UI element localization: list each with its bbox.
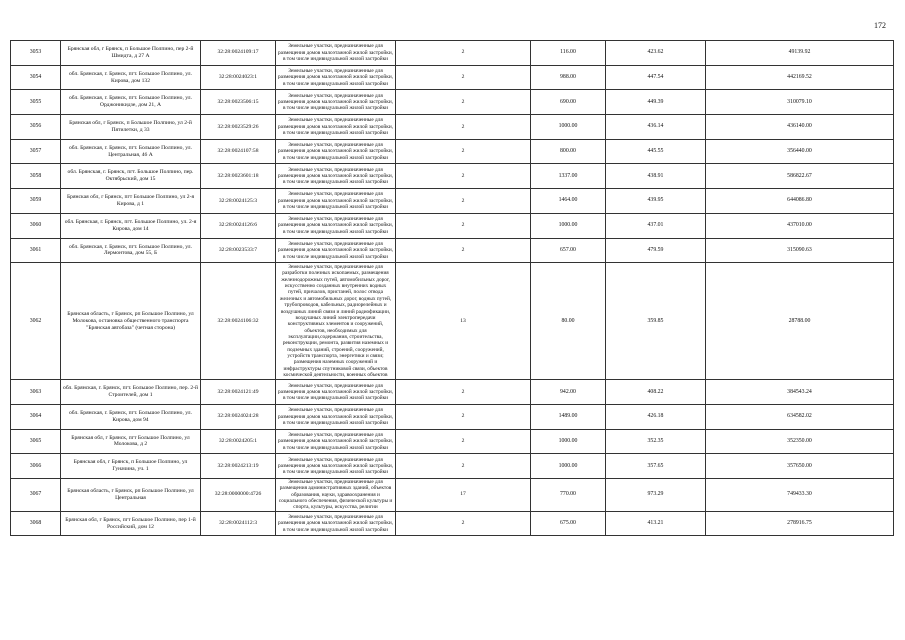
- cadastral-value-cell: 28788.00: [706, 263, 894, 380]
- land-use-purpose-cell: Земельные участки, предназначенные для размещения домов малоэтажной жилой застройки, в том числе индивидуальной жилой застройки: [276, 380, 396, 405]
- use-group-cell: 2: [396, 41, 531, 66]
- row-number-cell: 3068: [11, 511, 61, 536]
- land-use-purpose-cell: Земельные участки, предназначенные для размещения домов малоэтажной жилой застройки, в том числе индивидуальной жилой застройки: [276, 511, 396, 536]
- use-group-cell: 2: [396, 115, 531, 140]
- land-use-purpose-cell: Земельные участки, предназначенные для размещения домов малоэтажной жилой застройки, в том числе индивидуальной жилой застройки: [276, 164, 396, 189]
- unit-value-cell: 359.85: [606, 263, 706, 380]
- unit-value-cell: 408.22: [606, 380, 706, 405]
- row-number-cell: 3062: [11, 263, 61, 380]
- cadastral-number-cell: 32:28:0023506:15: [201, 90, 276, 115]
- unit-value-cell: 449.39: [606, 90, 706, 115]
- use-group-cell: 2: [396, 511, 531, 536]
- row-number-cell: 3056: [11, 115, 61, 140]
- use-group-cell: 2: [396, 404, 531, 429]
- area-cell: 690.00: [531, 90, 606, 115]
- address-cell: обл. Брянская, г. Брянск, пгт. Большое Полпино, ул. Орджоникидзе, дом 21, А: [61, 90, 201, 115]
- area-cell: 1000.00: [531, 454, 606, 479]
- row-number-cell: 3053: [11, 41, 61, 66]
- address-cell: Брянская обл, г Брянск, п Большое Полпино, ул Гуначина, уч. 1: [61, 454, 201, 479]
- table-row: [11, 511, 894, 536]
- cadastral-number-cell: 32:28:0023533:7: [201, 238, 276, 263]
- cadastral-number-cell: 32:28:0023601:18: [201, 164, 276, 189]
- table-row: [11, 404, 894, 429]
- area-cell: 116.00: [531, 41, 606, 66]
- cadastral-number-cell: 32:28:0000000:4726: [201, 478, 276, 511]
- cadastral-number-cell: 32:28:0023529:26: [201, 115, 276, 140]
- use-group-cell: 13: [396, 263, 531, 380]
- table-row: [11, 189, 894, 214]
- use-group-cell: 2: [396, 380, 531, 405]
- land-use-purpose-cell: Земельные участки, предназначенные для размещения домов малоэтажной жилой застройки, в том числе индивидуальной жилой застройки: [276, 189, 396, 214]
- table-body: [11, 41, 894, 536]
- unit-value-cell: 436.14: [606, 115, 706, 140]
- use-group-cell: 17: [396, 478, 531, 511]
- area-cell: 1000.00: [531, 213, 606, 238]
- use-group-cell: 2: [396, 429, 531, 454]
- cadastral-value-cell: 310079.10: [706, 90, 894, 115]
- address-cell: обл. Брянская, г. Брянск, пгт. Большое Полпино, ул. Центральная, 46 А: [61, 139, 201, 164]
- address-cell: обл. Брянская, г. Брянск, пгт. Большое Полпино, пер. 2-й Строителей, дом 1: [61, 380, 201, 405]
- unit-value-cell: 423.62: [606, 41, 706, 66]
- land-use-purpose-cell: Земельные участки, предназначенные для размещения домов малоэтажной жилой застройки, в том числе индивидуальной жилой застройки: [276, 238, 396, 263]
- cadastral-value-cell: 436140.00: [706, 115, 894, 140]
- unit-value-cell: 357.65: [606, 454, 706, 479]
- area-cell: 1000.00: [531, 429, 606, 454]
- table-row: [11, 65, 894, 90]
- land-use-purpose-cell: Земельные участки, предназначенные для размещения домов малоэтажной жилой застройки, в том числе индивидуальной жилой застройки: [276, 115, 396, 140]
- row-number-cell: 3055: [11, 90, 61, 115]
- cadastral-number-cell: 32:28:0024125:3: [201, 189, 276, 214]
- land-use-purpose-cell: Земельные участки, предназначенные для размещения домов малоэтажной жилой застройки, в том числе индивидуальной жилой застройки: [276, 404, 396, 429]
- use-group-cell: 2: [396, 238, 531, 263]
- cadastral-number-cell: 32:28:0024106:32: [201, 263, 276, 380]
- unit-value-cell: 479.59: [606, 238, 706, 263]
- address-cell: обл. Брянская, г. Брянск, пгт. Большое Полпино, пер. Октябрьский, дом 15: [61, 164, 201, 189]
- unit-value-cell: 438.91: [606, 164, 706, 189]
- row-number-cell: 3067: [11, 478, 61, 511]
- area-cell: 942.00: [531, 380, 606, 405]
- land-use-purpose-cell: Земельные участки, предназначенные для размещения домов малоэтажной жилой застройки, в том числе индивидуальной жилой застройки: [276, 213, 396, 238]
- page-number: 172: [874, 21, 886, 30]
- land-use-purpose-cell: Земельные участки, предназначенные для размещения административных зданий, объектов образования, науки, здравоохранения и социального обеспечения, физической культуры и спорта, культуры, искусства, религии: [276, 478, 396, 511]
- unit-value-cell: 437.01: [606, 213, 706, 238]
- area-cell: 80.00: [531, 263, 606, 380]
- row-number-cell: 3061: [11, 238, 61, 263]
- address-cell: обл. Брянская, г. Брянск, пгт. Большое Полпино, ул. Кирова, дом 132: [61, 65, 201, 90]
- table-row: [11, 263, 894, 380]
- use-group-cell: 2: [396, 164, 531, 189]
- address-cell: Брянская обл, г Брянск, пгт Большое Полпино, ул 2-я Кирова, д 1: [61, 189, 201, 214]
- cadastral-value-cell: 278916.75: [706, 511, 894, 536]
- address-cell: Брянская область, г Брянск, рп Большое Полпино, ул Молокова, остановка общественного транспорта "Брянская автобаза" (четная сторона): [61, 263, 201, 380]
- use-group-cell: 2: [396, 189, 531, 214]
- table-row: [11, 454, 894, 479]
- cadastral-value-cell: 315090.63: [706, 238, 894, 263]
- area-cell: 675.00: [531, 511, 606, 536]
- unit-value-cell: 445.55: [606, 139, 706, 164]
- use-group-cell: 2: [396, 139, 531, 164]
- address-cell: обл. Брянская, г. Брянск, пгт. Большое Полпино, ул. Кирова, дом 94: [61, 404, 201, 429]
- cadastral-number-cell: 32:28:0024024:28: [201, 404, 276, 429]
- cadastral-number-cell: 32:28:0024107:58: [201, 139, 276, 164]
- cadastral-value-cell: 442169.52: [706, 65, 894, 90]
- row-number-cell: 3066: [11, 454, 61, 479]
- area-cell: 1464.00: [531, 189, 606, 214]
- table-row: [11, 478, 894, 511]
- cadastral-value-cell: 352350.00: [706, 429, 894, 454]
- area-cell: 1489.00: [531, 404, 606, 429]
- use-group-cell: 2: [396, 90, 531, 115]
- unit-value-cell: 973.29: [606, 478, 706, 511]
- cadastral-value-cell: 49139.92: [706, 41, 894, 66]
- unit-value-cell: 413.21: [606, 511, 706, 536]
- cadastral-value-cell: 437010.00: [706, 213, 894, 238]
- land-use-purpose-cell: Земельные участки, предназначенные для размещения домов малоэтажной жилой застройки, в том числе индивидуальной жилой застройки: [276, 139, 396, 164]
- row-number-cell: 3058: [11, 164, 61, 189]
- table-row: [11, 90, 894, 115]
- area-cell: 657.00: [531, 238, 606, 263]
- address-cell: обл. Брянская, г. Брянск, пгт. Большое Полпино, ул. 2-я Кирова, дом 14: [61, 213, 201, 238]
- area-cell: 1337.00: [531, 164, 606, 189]
- unit-value-cell: 439.95: [606, 189, 706, 214]
- table-row: [11, 238, 894, 263]
- area-cell: 1000.00: [531, 115, 606, 140]
- row-number-cell: 3059: [11, 189, 61, 214]
- cadastral-number-cell: 32:28:0024126:6: [201, 213, 276, 238]
- unit-value-cell: 447.54: [606, 65, 706, 90]
- land-use-purpose-cell: Земельные участки, предназначенные для размещения домов малоэтажной жилой застройки, в том числе индивидуальной жилой застройки: [276, 454, 396, 479]
- cadastral-value-cell: 357650.00: [706, 454, 894, 479]
- row-number-cell: 3057: [11, 139, 61, 164]
- land-use-purpose-cell: Земельные участки, предназначенные для размещения домов малоэтажной жилой застройки, в том числе индивидуальной жилой застройки: [276, 90, 396, 115]
- row-number-cell: 3063: [11, 380, 61, 405]
- table-row: [11, 429, 894, 454]
- area-cell: 988.00: [531, 65, 606, 90]
- row-number-cell: 3054: [11, 65, 61, 90]
- cadastral-number-cell: 32:28:0024109:17: [201, 41, 276, 66]
- cadastral-value-cell: 356440.00: [706, 139, 894, 164]
- use-group-cell: 2: [396, 65, 531, 90]
- area-cell: 770.00: [531, 478, 606, 511]
- land-use-purpose-cell: Земельные участки, предназначенные для разработки полезных ископаемых, размещения железнодорожных путей, автомобильных дорог, искусственно созданных внутренних водных путей, причалов, пристаней, полос отвода железных и автомобильных дорог, водных путей, трубопроводов, кабельных, радиорелейных и воздушных линий связи и линий радиофикации, воздушных линий электропередачи конструктивных элементов и сооружений, объектов, необходимых для эксплуатации,содержания, строительства, реконструкции, ремонта, развития наземных и подземных зданий, строений, сооружений, устройств транспорта, энергетики и связи; размещения наземных сооружений и инфраструктуры спутниковой связи, объектов космической деятельности, военных объектов: [276, 263, 396, 380]
- address-cell: Брянская обл, г Брянск, п Большое Полпино, ул 2-й Пятилетки, д 33: [61, 115, 201, 140]
- unit-value-cell: 352.35: [606, 429, 706, 454]
- address-cell: Брянская обл, г Брянск, пгт Большое Полпино, пер 1-й Российский, дом 12: [61, 511, 201, 536]
- land-registry-table: [10, 40, 894, 536]
- cadastral-number-cell: 32:28:0024205:1: [201, 429, 276, 454]
- area-cell: 800.00: [531, 139, 606, 164]
- cadastral-number-cell: 32:28:0024023:1: [201, 65, 276, 90]
- address-cell: Брянская обл, г Брянск, пгт Большое Полпино, ул Молокова, д 2: [61, 429, 201, 454]
- land-use-purpose-cell: Земельные участки, предназначенные для размещения домов малоэтажной жилой застройки, в том числе индивидуальной жилой застройки: [276, 41, 396, 66]
- cadastral-value-cell: 749433.30: [706, 478, 894, 511]
- cadastral-number-cell: 32:28:0024213:19: [201, 454, 276, 479]
- row-number-cell: 3060: [11, 213, 61, 238]
- row-number-cell: 3064: [11, 404, 61, 429]
- cadastral-value-cell: 384543.24: [706, 380, 894, 405]
- address-cell: обл. Брянская, г. Брянск, пгт. Большое Полпино, ул. Лермонтова, дом 55, Б: [61, 238, 201, 263]
- table-row: [11, 115, 894, 140]
- unit-value-cell: 426.18: [606, 404, 706, 429]
- table-row: [11, 164, 894, 189]
- use-group-cell: 2: [396, 454, 531, 479]
- table-row: [11, 41, 894, 66]
- cadastral-number-cell: 32:28:0024112:3: [201, 511, 276, 536]
- table-row: [11, 139, 894, 164]
- cadastral-number-cell: 32:28:0024121:49: [201, 380, 276, 405]
- cadastral-value-cell: 634582.02: [706, 404, 894, 429]
- address-cell: Брянская область, г Брянск, рп Большое Полпино, ул Центральная: [61, 478, 201, 511]
- table-row: [11, 213, 894, 238]
- land-use-purpose-cell: Земельные участки, предназначенные для размещения домов малоэтажной жилой застройки, в том числе индивидуальной жилой застройки: [276, 65, 396, 90]
- land-use-purpose-cell: Земельные участки, предназначенные для размещения домов малоэтажной жилой застройки, в том числе индивидуальной жилой застройки: [276, 429, 396, 454]
- address-cell: Брянская обл, г Брянск, п Большое Полпино, пер 2-й Шмидта, д 27 А: [61, 41, 201, 66]
- cadastral-value-cell: 586822.67: [706, 164, 894, 189]
- cadastral-value-cell: 644086.80: [706, 189, 894, 214]
- table-row: [11, 380, 894, 405]
- row-number-cell: 3065: [11, 429, 61, 454]
- use-group-cell: 2: [396, 213, 531, 238]
